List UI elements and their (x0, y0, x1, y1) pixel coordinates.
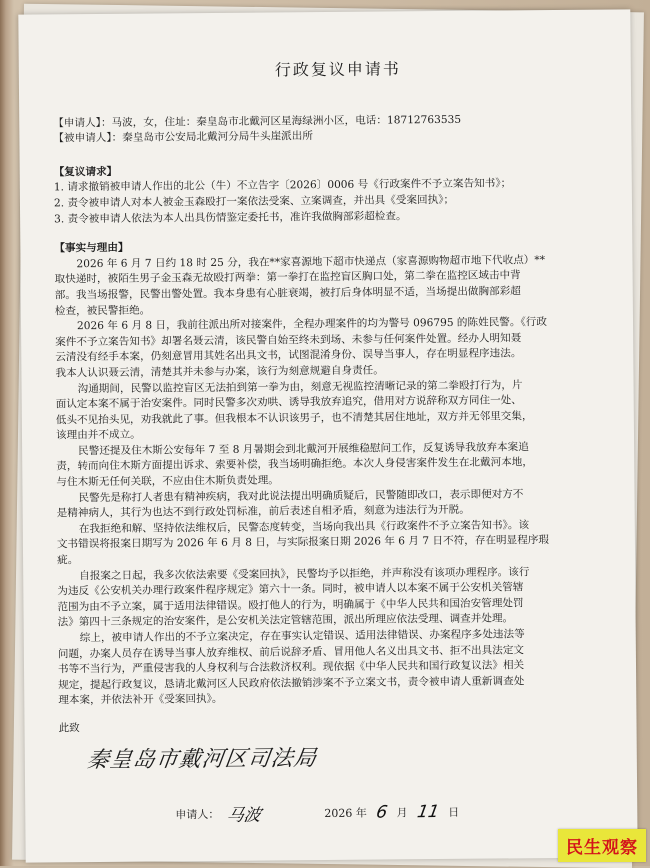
facts-line: 部。我当场报警，民警出警处置。我本身患有心脏衰竭，被打后身体明显不适，当场提出做胸部彩超 (54, 285, 521, 302)
facts-line: 综上，被申请人作出的不予立案决定，存在事实认定错误、适用法律错误、办案程序多处违法等 (79, 628, 525, 645)
handwritten-signature: 马波 (224, 805, 263, 826)
facts-line: 理本案，并依法补开《受案回执》。 (58, 693, 223, 707)
document-body (53, 60, 619, 773)
facts-line: 案件不予立案告知书》却署名聂云清，该民警自始至终未到场、未参与任何案件处置。经办人明知聂 (55, 332, 522, 349)
facts-line: 文书错误将报案日期写为 2026 年 6 月 8 日，与实际报案日期 2026 年 6 月 7 日不符，存在明显程序瑕 (56, 534, 550, 551)
requests-heading: 【复议请求】 (53, 165, 118, 179)
facts-paragraphs (54, 252, 618, 709)
facts-line: 范围为由不予立案，属于适用法律错误。殴打他人的行为，明确属于《中华人民共和国治安管理处罚 (57, 597, 524, 614)
facts-line: 问题，办案人员存在诱导当事人放弃维权、前后说辞矛盾、冒用他人名义出具文书、拒不出具法定文 (57, 643, 525, 660)
facts-line: 云清没有经手本案，仍刻意冒用其姓名出具文书，试图混淆身份、误导当事人，存在明显程序违法。 (55, 347, 522, 364)
facts-line: 责，转而向住木斯方面提出诉求、索要补偿，我当场明确拒绝。本次人身侵害案件发生在北戴河本地， (56, 456, 534, 473)
facts-line: 疵。 (57, 554, 79, 567)
facts-line: 取快递时，被陌生男子金玉森无故殴打两拳：第一拳打在监控盲区胸口处，第二拳在监控区域击中背 (54, 269, 521, 286)
facts-line: 我本人认识聂云清，清楚其并未参与办案，该行为刻意规避自身责任。 (55, 364, 384, 380)
facts-line: 是精神病人，其行为也达不到行政处罚标准，前后表述自相矛盾，刻意为违法行为开脱。 (56, 504, 470, 520)
facts-line: 低头不见抬头见，劝我就此了事。但我根本不认识该男子，也不清楚其居住地址，双方并无邻里交集， (55, 409, 533, 427)
facts-line: 检查，被民警拒绝。 (54, 304, 151, 317)
facts-line: 2026 年 6 月 8 日，我前往派出所对接案件，全程办理案件的均为警号 096795 的陈姓民警。《行政 (76, 316, 548, 333)
facts-line: 沟通期间，民警以监控盲区无法拍到第一拳为由，刻意无视监控清晰记录的第二拳殴打行为，片 (77, 378, 523, 395)
handwritten-month: 6 (374, 801, 389, 823)
request-item: 2. 责令被申请人对本人被金玉森殴打一案依法受案、立案调查，并出具《受案回执》； (53, 193, 455, 210)
facts-line: 书等不当行为，严重侵害我的人身权利与合法救济权利。现依据《中华人民共和国行政复议法》相关 (57, 659, 525, 676)
handwritten-day: 11 (415, 801, 441, 822)
facts-heading: 【事实与理由】 (54, 241, 129, 255)
facts-line: 规定，提起行政复议，恳请北戴河区人民政府依法撤销涉案不予立案文书，责令被申请人重新调查处 (58, 675, 525, 692)
respondent-line: 【被申请人】：秦皇岛市公安局北戴河分局牛头崖派出所 (53, 130, 313, 145)
facts-line: 民警先是称打人者患有精神疾病，我对此说法提出明确质疑后，民警随即改口，表示即便对方不 (78, 487, 524, 504)
facts-line: 与住木斯无任何关联，不应由住木斯负责处理。 (56, 474, 279, 489)
facts-line: 为违反《公安机关办理行政案件程序规定》第六十一条。同时，被申请人以本案不属于公安机关管辖 (57, 581, 524, 598)
facts-line: 2026 年 6 月 7 日约 18 时 25 分，我在**家喜源地下超市快递点（家喜源购物超市地下代收点）** (76, 253, 546, 270)
applicant-line: 【申请人】：马波，女，住址：秦皇岛市北戴河区星海绿洲小区，电话：18712763535 (53, 113, 462, 129)
handwritten-recipient: 秦皇岛市戴河区司法局 (85, 745, 319, 773)
facts-line: 在我拒绝和解、坚持依法维权后，民警态度转变，当场向我出具《行政案件不予立案告知书》。该 (78, 519, 530, 536)
facts-line: 自报案之日起，我多次依法索要《受案回执》，民警均予以拒绝，并声称没有该项办理程序。该行 (79, 565, 530, 582)
date-day-suffix: 日 (448, 805, 460, 819)
signature-row (175, 799, 475, 827)
watermark-badge: 民生观察 (558, 829, 646, 862)
facts-line: 民警还提及住木斯公安每年 7 至 8 月暑期会到北戴河开展维稳慰问工作，反复诱导我放弃本案追 (78, 441, 529, 458)
facts-line: 面认定本案不属于治安案件。同时民警多次劝哄、诱导我放弃追究，借用对方说辞称双方同住一处、 (55, 394, 522, 411)
signature-label: 申请人： (175, 807, 220, 821)
document-title: 行政复议申请书 (274, 59, 401, 80)
facts-line: 法》第四十三条规定的治安案件，是公安机关法定管辖范围，派出所理应依法受理、调查并处理。 (57, 612, 514, 629)
date-year: 2026 年 (324, 806, 367, 820)
document-page (18, 9, 637, 862)
request-item: 3. 责令被申请人依法为本人出具伤情鉴定委托书，准许我做胸部彩超检查。 (54, 209, 407, 225)
facts-line: 该理由并不成立。 (55, 428, 141, 442)
request-item: 1. 请求撤销被申请人作出的北公（牛）不立告字〔2026〕0006 号《行政案件不予立案告知书》； (53, 177, 512, 194)
closing-text: 此致 (58, 722, 80, 735)
date-month-suffix: 月 (396, 805, 408, 819)
